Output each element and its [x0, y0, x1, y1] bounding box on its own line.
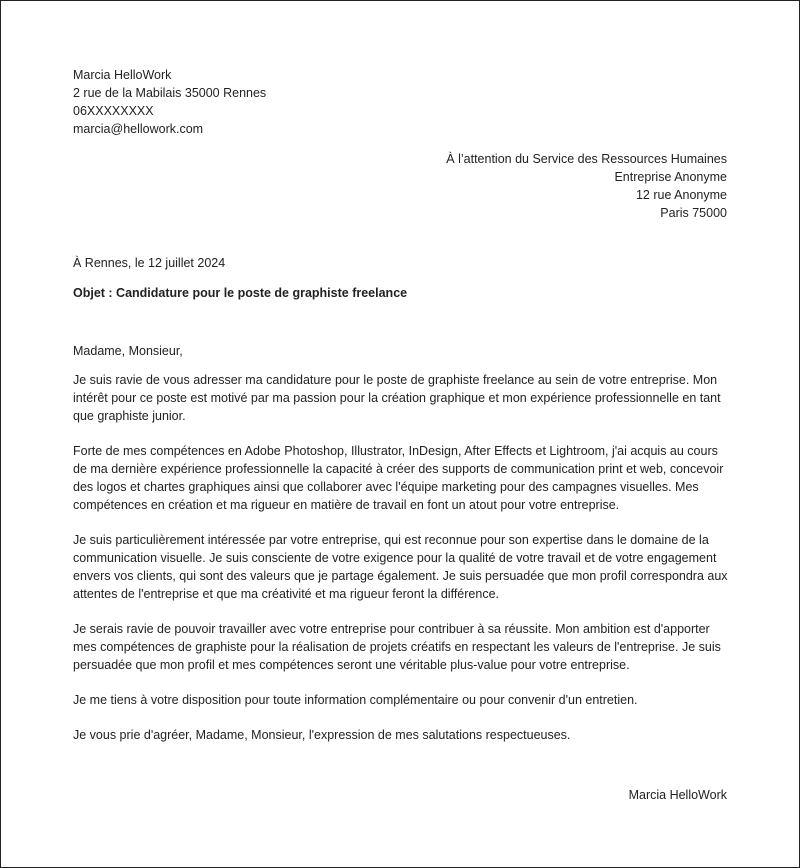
letter-date: À Rennes, le 12 juillet 2024: [73, 256, 226, 270]
salutation: Madame, Monsieur,: [73, 344, 183, 358]
recipient-street: 12 rue Anonyme: [635, 188, 727, 202]
letter-body: [73, 342, 733, 761]
body-paragraph: Forte de mes compétences en Adobe Photoshop, Illustrator, InDesign, After Effects et Lightroom, j'ai acquis au cours de ma dernière expérience professionnelle la capacité à créer des supports de communication print et web, concevoir des logos et chartes graphiques ainsi que collaborer avec l'équipe marketing pour des campagnes visuelles. Mes compétences en création et ma rigueur en matière de travail en font un atout pour votre entreprise.: [73, 444, 724, 512]
recipient-attention: À l’attention du Service des Ressources Humaines: [446, 152, 727, 166]
closing-paragraph: Je vous prie d'agréer, Madame, Monsieur, l'expression de mes salutations respectueuses.: [73, 728, 571, 742]
sender-phone: 06XXXXXXXX: [73, 104, 154, 118]
recipient-company: Entreprise Anonyme: [614, 170, 727, 184]
sender-email: marcia@hellowork.com: [73, 122, 204, 136]
signature: Marcia HelloWork: [628, 788, 727, 802]
sender-name: Marcia HelloWork: [73, 68, 172, 82]
sender-block: [73, 66, 266, 138]
sender-address: 2 rue de la Mabilais 35000 Rennes: [73, 86, 267, 100]
body-paragraph: Je suis particulièrement intéressée par votre entreprise, qui est reconnue pour son expertise dans le domaine de la communication visuelle. Je suis consciente de votre exigence pour la qualité de votre travail et de votre engagement envers vos clients, qui sont des valeurs que je partage également. Je suis persuadée que mon profil correspondra aux attentes de l'entreprise et que ma créativité et ma rigueur feront la différence.: [73, 533, 728, 601]
body-paragraph: Je serais ravie de pouvoir travailler avec votre entreprise pour contribuer à sa réussite. Mon ambition est d'apporter mes compétences de graphiste pour la réalisation de projets créatifs en respectant les valeurs de l'entreprise. Je suis persuadée que mon profil et mes compétences seront une véritable plus-value pour votre entreprise.: [73, 622, 721, 672]
recipient-city: Paris 75000: [660, 206, 727, 220]
body-paragraph: Je suis ravie de vous adresser ma candidature pour le poste de graphiste freelance au sein de votre entreprise. Mon intérêt pour ce poste est motivé par ma passion pour la création graphique et mon expérience professionnelle en tant que graphiste junior.: [73, 373, 721, 423]
recipient-block: [446, 150, 727, 222]
body-paragraph: Je me tiens à votre disposition pour toute information complémentaire ou pour convenir d'un entretien.: [73, 693, 638, 707]
letter-subject: Objet : Candidature pour le poste de graphiste freelance: [73, 286, 408, 300]
